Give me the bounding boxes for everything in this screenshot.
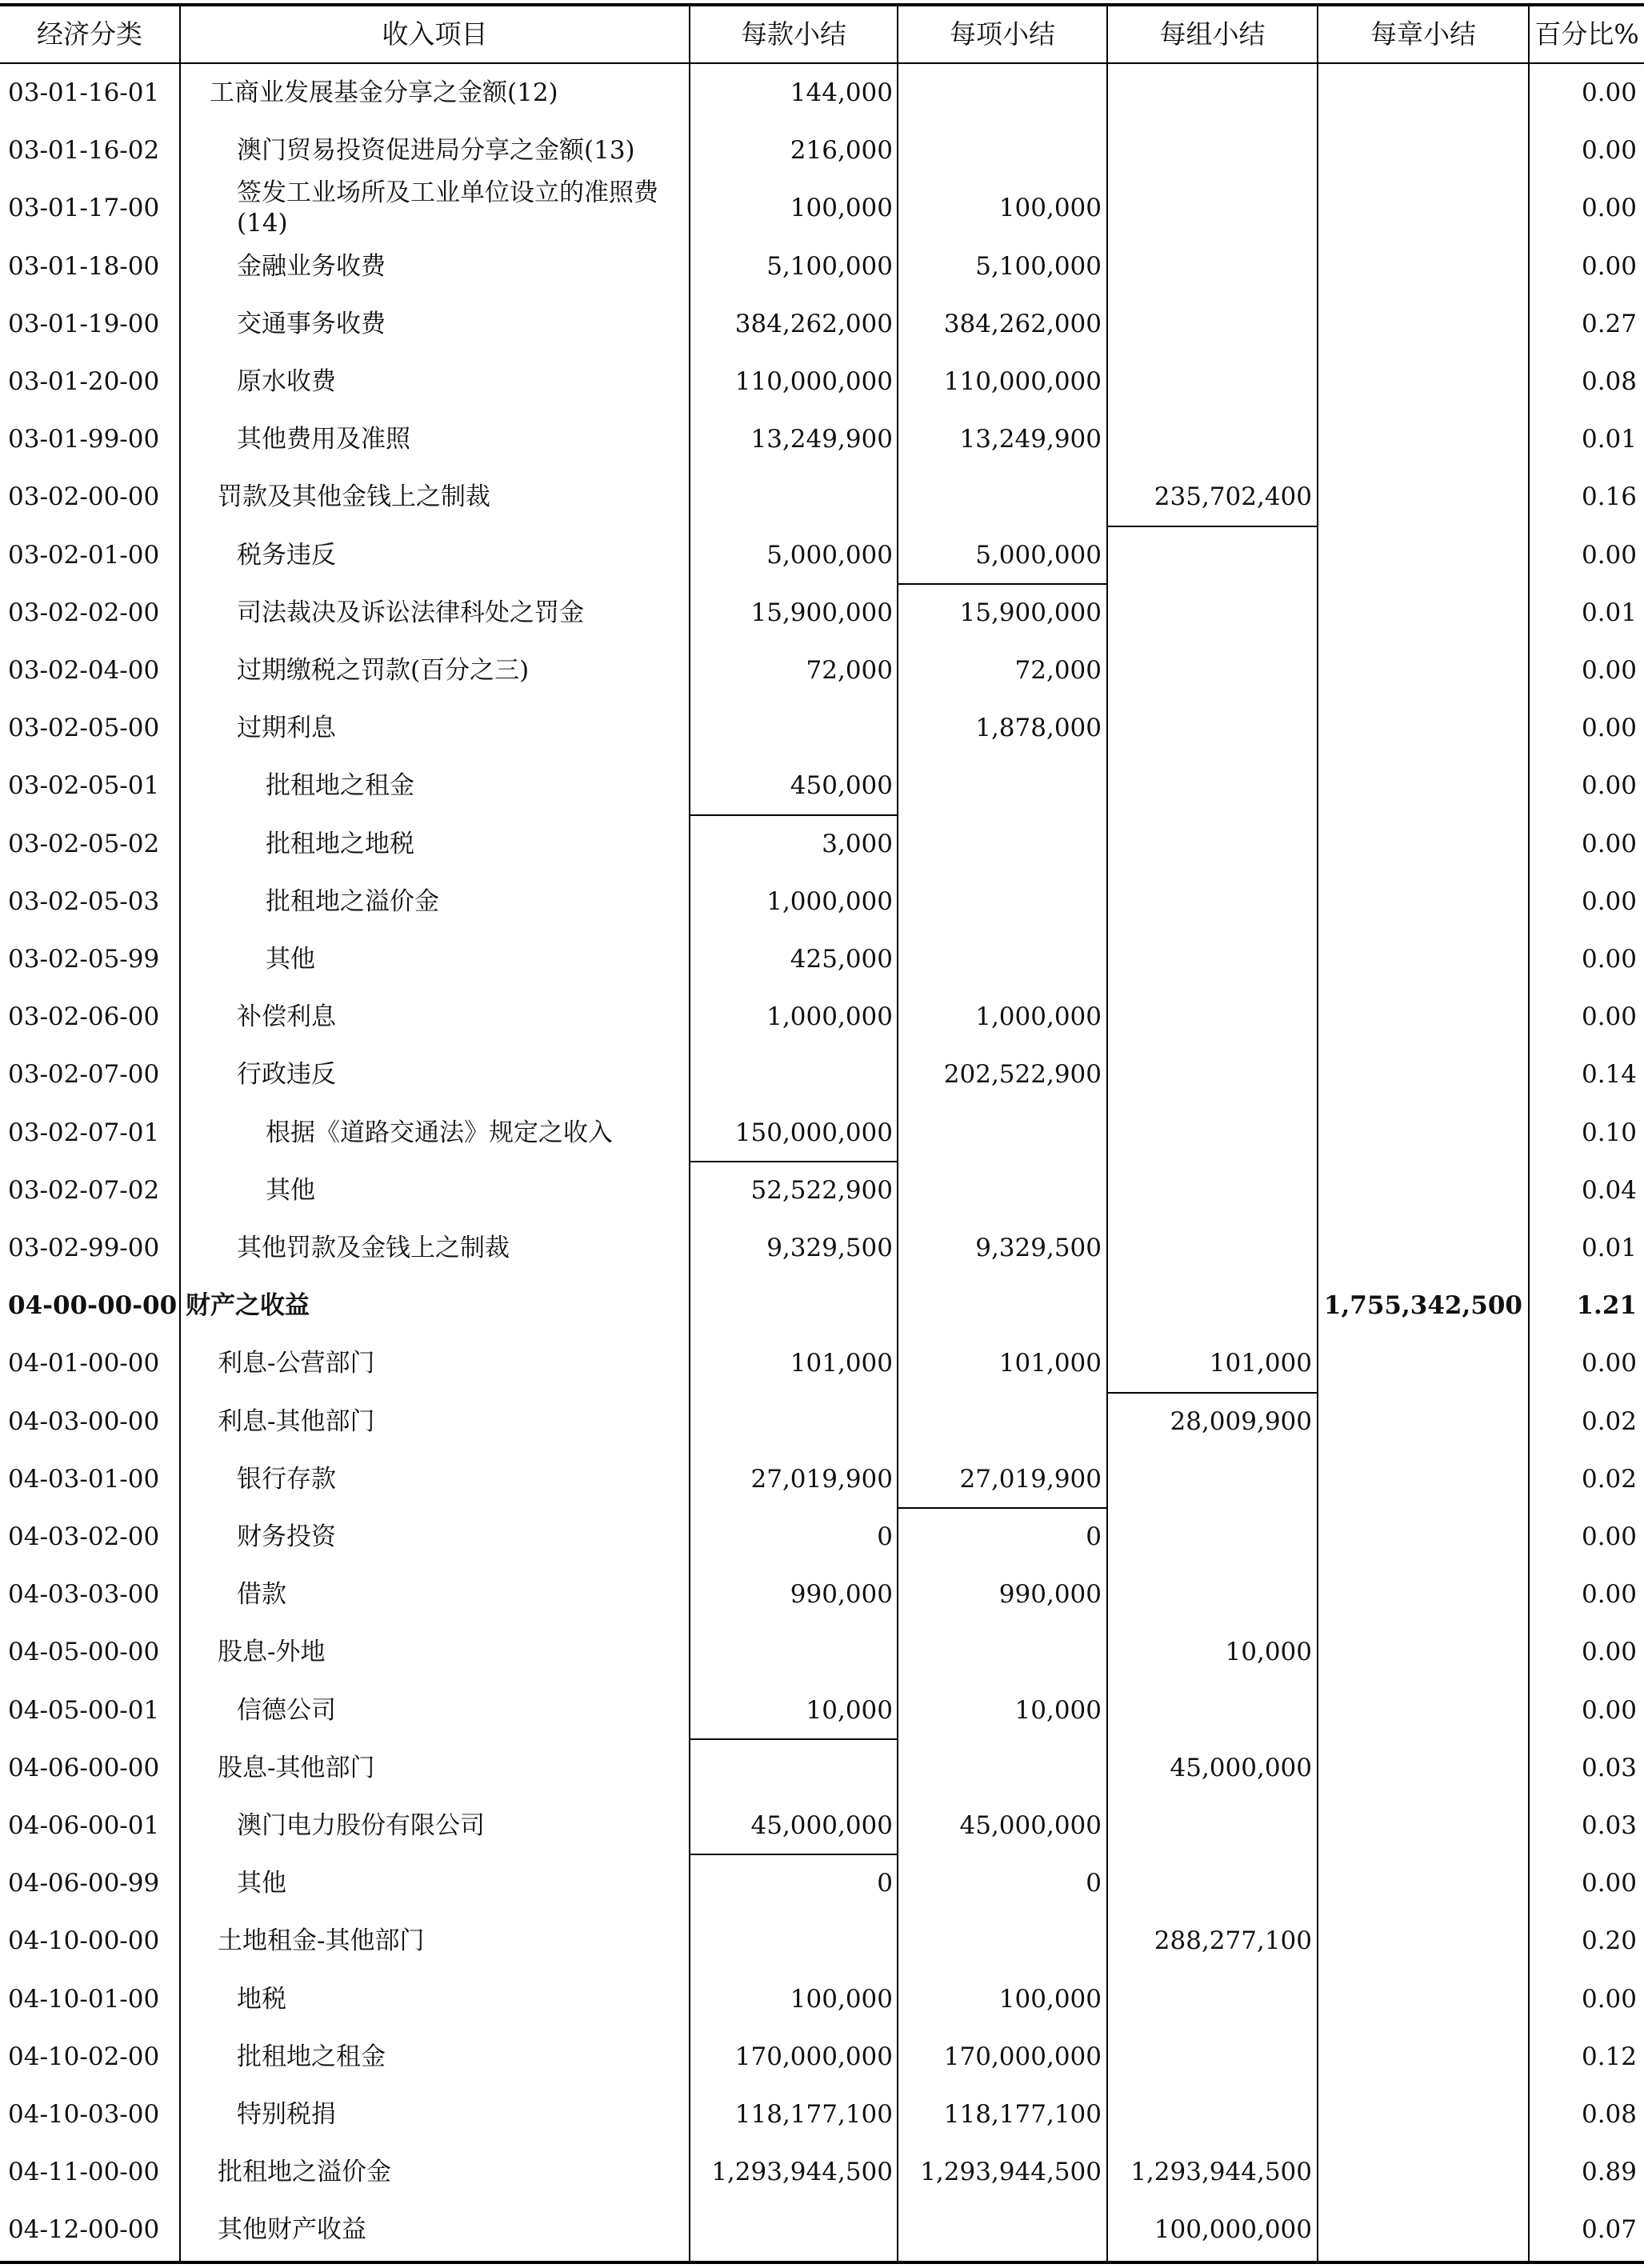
row-code: 03-01-16-01 bbox=[8, 78, 160, 107]
row-pct-value: 0.07 bbox=[1581, 2215, 1637, 2245]
row-kuan-value: 150,000,000 bbox=[734, 1118, 893, 1147]
row-zu-value bbox=[1108, 757, 1312, 814]
row-item: 批租地之溢价金 bbox=[218, 2158, 391, 2187]
row-item: 其他罚款及金钱上之制裁 bbox=[237, 1234, 510, 1262]
row-kuan-value bbox=[690, 468, 893, 526]
row-pct-value: 0.02 bbox=[1581, 1406, 1637, 1436]
header-code: 经济分类 bbox=[37, 18, 142, 50]
row-item: 借款 bbox=[237, 1580, 286, 1610]
row-xiang-value: 170,000,000 bbox=[943, 2042, 1102, 2071]
row-code: 03-01-19-00 bbox=[8, 309, 160, 338]
row-zu-value bbox=[1108, 1854, 1312, 1912]
row-code: 03-02-00-00 bbox=[8, 482, 160, 512]
row-kuan-value: 101,000 bbox=[790, 1349, 893, 1378]
row-item: 地税 bbox=[237, 1984, 286, 2014]
row-kuan-value: 9,329,500 bbox=[766, 1234, 893, 1262]
row-pct-value: 0.20 bbox=[1581, 1926, 1637, 1956]
row-zu-value bbox=[1108, 1566, 1312, 1623]
row-zu-value bbox=[1108, 2028, 1312, 2086]
row-xiang-value: 5,000,000 bbox=[975, 540, 1102, 570]
row-zhang-value bbox=[1318, 353, 1522, 410]
row-pct-value: 0.00 bbox=[1581, 829, 1637, 858]
row-code: 03-02-07-01 bbox=[8, 1118, 160, 1147]
row-zu-value bbox=[1108, 988, 1312, 1046]
row-pct-value: 0.01 bbox=[1581, 598, 1637, 627]
row-code: 04-11-00-00 bbox=[8, 2158, 160, 2187]
row-kuan-value: 0 bbox=[877, 1869, 893, 1898]
row-code: 04-03-01-00 bbox=[8, 1464, 160, 1494]
row-zhang-value bbox=[1318, 468, 1522, 526]
row-pct-value: 0.02 bbox=[1581, 1464, 1637, 1494]
row-zu-value bbox=[1108, 526, 1312, 584]
row-item: 银行存款 bbox=[237, 1464, 336, 1494]
row-zhang-value bbox=[1318, 1970, 1522, 2028]
subtotal-rule bbox=[690, 1161, 897, 1162]
row-pct-value: 0.00 bbox=[1581, 136, 1637, 166]
row-zhang-value bbox=[1318, 526, 1522, 584]
row-pct-value: 0.08 bbox=[1581, 367, 1637, 396]
row-pct-value: 0.00 bbox=[1581, 1522, 1637, 1551]
row-zu-value bbox=[1108, 873, 1312, 930]
row-zhang-value bbox=[1318, 1854, 1522, 1912]
row-item: 其他 bbox=[237, 1869, 286, 1898]
row-zu-value: 28,009,900 bbox=[1170, 1406, 1312, 1436]
subtotal-rule bbox=[1108, 526, 1317, 527]
row-kuan-value bbox=[690, 1277, 893, 1334]
row-pct-value: 0.12 bbox=[1581, 2042, 1637, 2071]
row-zhang-value bbox=[1318, 584, 1522, 642]
header-zu: 每组小结 bbox=[1159, 18, 1266, 50]
row-code: 04-03-02-00 bbox=[8, 1522, 160, 1551]
row-code: 04-06-00-99 bbox=[8, 1869, 160, 1898]
row-zu-value bbox=[1108, 1046, 1312, 1103]
row-pct-value: 0.01 bbox=[1581, 425, 1637, 454]
row-zhang-value bbox=[1318, 1912, 1522, 1970]
row-item: 税务违反 bbox=[237, 540, 336, 570]
row-pct-value: 1.21 bbox=[1576, 1291, 1637, 1321]
row-kuan-value bbox=[690, 1046, 893, 1103]
row-item: 批租地之溢价金 bbox=[266, 886, 439, 916]
row-zu-value bbox=[1108, 179, 1312, 237]
row-item: 金融业务收费 bbox=[237, 251, 386, 281]
row-code: 03-02-06-00 bbox=[8, 1002, 160, 1032]
row-zu-value bbox=[1108, 1797, 1312, 1854]
row-zhang-value bbox=[1318, 2143, 1522, 2201]
row-item: 工商业发展基金分享之金额(12) bbox=[210, 78, 558, 107]
row-kuan-value: 45,000,000 bbox=[750, 1811, 893, 1840]
row-zhang-value: 1,755,342,500 bbox=[1323, 1291, 1522, 1321]
row-zu-value bbox=[1108, 1970, 1312, 2028]
header-item: 收入项目 bbox=[382, 18, 488, 50]
row-xiang-value: 990,000 bbox=[998, 1580, 1102, 1610]
row-code: 04-10-01-00 bbox=[8, 1984, 160, 2014]
row-kuan-value: 216,000 bbox=[790, 136, 893, 166]
row-item: 其他 bbox=[266, 1175, 315, 1205]
row-item: 签发工业场所及工业单位设立的准照费(14) bbox=[237, 178, 658, 238]
row-item: 澳门电力股份有限公司 bbox=[237, 1811, 485, 1840]
row-kuan-value: 1,000,000 bbox=[766, 886, 893, 916]
row-item: 特别税捐 bbox=[237, 2100, 336, 2129]
row-kuan-value: 15,900,000 bbox=[750, 598, 893, 627]
row-xiang-value bbox=[898, 873, 1102, 930]
row-xiang-value bbox=[898, 468, 1102, 526]
row-item: 批租地之租金 bbox=[237, 2042, 386, 2071]
row-kuan-value: 5,100,000 bbox=[766, 251, 893, 281]
row-pct-value: 0.89 bbox=[1581, 2158, 1637, 2187]
row-xiang-value bbox=[898, 1162, 1102, 1219]
row-zhang-value bbox=[1318, 642, 1522, 699]
row-zu-value: 235,702,400 bbox=[1154, 482, 1312, 512]
row-xiang-value: 1,878,000 bbox=[975, 714, 1102, 743]
row-kuan-value: 384,262,000 bbox=[734, 309, 893, 338]
row-zu-value bbox=[1108, 1219, 1312, 1277]
row-zhang-value bbox=[1318, 757, 1522, 814]
row-pct-value: 0.00 bbox=[1581, 1349, 1637, 1378]
row-pct-value: 0.27 bbox=[1581, 309, 1637, 338]
row-item: 财务投资 bbox=[237, 1522, 336, 1551]
row-kuan-value: 72,000 bbox=[806, 656, 893, 685]
header-zhang: 每章小结 bbox=[1370, 18, 1476, 50]
row-zu-value bbox=[1108, 1508, 1312, 1566]
row-code: 03-02-04-00 bbox=[8, 656, 160, 685]
row-item: 行政违反 bbox=[237, 1060, 336, 1090]
row-item: 信德公司 bbox=[237, 1695, 336, 1725]
row-zhang-value bbox=[1318, 699, 1522, 757]
row-kuan-value: 110,000,000 bbox=[734, 367, 893, 396]
row-code: 04-00-00-00 bbox=[8, 1291, 178, 1321]
row-zu-value bbox=[1108, 295, 1312, 353]
row-zhang-value bbox=[1318, 930, 1522, 988]
row-item: 补偿利息 bbox=[237, 1002, 336, 1032]
row-kuan-value: 144,000 bbox=[790, 78, 893, 107]
row-code: 03-01-18-00 bbox=[8, 251, 160, 281]
row-item: 其他费用及准照 bbox=[237, 425, 410, 454]
row-xiang-value: 100,000 bbox=[998, 194, 1102, 223]
row-zhang-value bbox=[1318, 295, 1522, 353]
row-item: 财产之收益 bbox=[186, 1291, 310, 1321]
row-zhang-value bbox=[1318, 1393, 1522, 1450]
row-code: 04-05-00-00 bbox=[8, 1638, 160, 1667]
subtotal-rule bbox=[690, 1738, 897, 1740]
row-code: 04-03-03-00 bbox=[8, 1580, 160, 1610]
row-pct-value: 0.00 bbox=[1581, 945, 1637, 974]
row-kuan-value: 3,000 bbox=[822, 829, 893, 858]
row-zhang-value bbox=[1318, 1682, 1522, 1739]
row-zhang-value bbox=[1318, 1219, 1522, 1277]
row-kuan-value bbox=[690, 1912, 893, 1970]
row-item: 根据《道路交通法》规定之收入 bbox=[266, 1118, 613, 1147]
row-kuan-value bbox=[690, 1739, 893, 1797]
row-code: 03-02-05-03 bbox=[8, 886, 160, 916]
row-kuan-value: 1,000,000 bbox=[766, 1002, 893, 1032]
row-zhang-value bbox=[1318, 1162, 1522, 1219]
row-xiang-value bbox=[898, 1912, 1102, 1970]
row-item: 交通事务收费 bbox=[237, 309, 386, 338]
row-code: 03-02-05-00 bbox=[8, 714, 160, 743]
row-xiang-value: 202,522,900 bbox=[943, 1060, 1102, 1090]
subtotal-rule bbox=[898, 583, 1106, 585]
row-xiang-value: 384,262,000 bbox=[943, 309, 1102, 338]
row-code: 04-05-00-01 bbox=[8, 1695, 160, 1725]
row-zu-value bbox=[1108, 815, 1312, 873]
subtotal-rule bbox=[1108, 1392, 1317, 1394]
row-pct-value: 0.00 bbox=[1581, 1580, 1637, 1610]
row-xiang-value bbox=[898, 122, 1102, 179]
subtotal-rule bbox=[690, 814, 897, 816]
row-item: 其他 bbox=[266, 945, 315, 974]
row-code: 03-01-16-02 bbox=[8, 136, 160, 166]
row-code: 03-02-01-00 bbox=[8, 540, 160, 570]
row-code: 03-01-20-00 bbox=[8, 367, 160, 396]
row-kuan-value bbox=[690, 1393, 893, 1450]
row-zu-value: 10,000 bbox=[1225, 1638, 1312, 1667]
column-divider bbox=[179, 6, 181, 2261]
row-zhang-value bbox=[1318, 64, 1522, 122]
row-code: 04-06-00-01 bbox=[8, 1811, 160, 1840]
row-xiang-value bbox=[898, 1739, 1102, 1797]
row-kuan-value: 27,019,900 bbox=[750, 1464, 893, 1494]
row-pct-value: 0.00 bbox=[1581, 771, 1637, 801]
row-zhang-value bbox=[1318, 122, 1522, 179]
row-zu-value bbox=[1108, 1450, 1312, 1508]
row-zhang-value bbox=[1318, 988, 1522, 1046]
row-code: 04-10-00-00 bbox=[8, 1926, 160, 1956]
row-zu-value bbox=[1108, 930, 1312, 988]
row-xiang-value: 9,329,500 bbox=[975, 1234, 1102, 1262]
row-item: 利息-公营部门 bbox=[218, 1349, 375, 1378]
row-zhang-value bbox=[1318, 238, 1522, 295]
row-zhang-value bbox=[1318, 1566, 1522, 1623]
row-xiang-value: 10,000 bbox=[1014, 1695, 1102, 1725]
row-zu-value: 288,277,100 bbox=[1154, 1926, 1312, 1956]
header-xiang: 每项小结 bbox=[950, 18, 1055, 50]
row-code: 03-02-02-00 bbox=[8, 598, 160, 627]
row-code: 03-02-05-99 bbox=[8, 945, 160, 974]
row-pct-value: 0.00 bbox=[1581, 714, 1637, 743]
row-xiang-value bbox=[898, 815, 1102, 873]
row-item: 股息-外地 bbox=[218, 1638, 326, 1667]
row-pct-value: 0.00 bbox=[1581, 78, 1637, 107]
row-pct-value: 0.04 bbox=[1581, 1175, 1637, 1205]
row-zhang-value bbox=[1318, 2086, 1522, 2143]
row-code: 04-01-00-00 bbox=[8, 1349, 160, 1378]
row-code: 03-02-05-02 bbox=[8, 829, 160, 858]
row-item: 原水收费 bbox=[237, 367, 336, 396]
row-xiang-value bbox=[898, 1277, 1102, 1334]
row-code: 03-02-07-00 bbox=[8, 1060, 160, 1090]
row-item: 过期利息 bbox=[237, 714, 336, 743]
row-kuan-value: 13,249,900 bbox=[750, 425, 893, 454]
row-pct-value: 0.00 bbox=[1581, 1984, 1637, 2014]
row-xiang-value: 100,000 bbox=[998, 1984, 1102, 2014]
row-zhang-value bbox=[1318, 179, 1522, 237]
row-item: 土地租金-其他部门 bbox=[218, 1926, 425, 1956]
row-item: 司法裁决及诉讼法律科处之罚金 bbox=[237, 598, 584, 627]
row-code: 04-12-00-00 bbox=[8, 2215, 160, 2245]
row-kuan-value: 1,293,944,500 bbox=[711, 2158, 893, 2187]
row-xiang-value bbox=[898, 1393, 1102, 1450]
row-code: 03-01-17-00 bbox=[8, 194, 160, 223]
row-xiang-value: 27,019,900 bbox=[959, 1464, 1102, 1494]
row-pct-value: 0.00 bbox=[1581, 1695, 1637, 1725]
row-zu-value bbox=[1108, 699, 1312, 757]
row-zu-value bbox=[1108, 2086, 1312, 2143]
row-pct-value: 0.00 bbox=[1581, 886, 1637, 916]
row-xiang-value: 15,900,000 bbox=[959, 598, 1102, 627]
row-code: 04-10-02-00 bbox=[8, 2042, 160, 2071]
header-pct: 百分比% bbox=[1534, 18, 1639, 50]
row-kuan-value: 10,000 bbox=[806, 1695, 893, 1725]
row-pct-value: 0.08 bbox=[1581, 2100, 1637, 2129]
subtotal-rule bbox=[690, 1854, 897, 1855]
row-pct-value: 0.00 bbox=[1581, 1002, 1637, 1032]
row-item: 过期缴税之罚款(百分之三) bbox=[237, 656, 530, 685]
row-xiang-value: 1,293,944,500 bbox=[920, 2158, 1102, 2187]
row-code: 03-02-07-02 bbox=[8, 1175, 160, 1205]
row-zu-value bbox=[1108, 584, 1312, 642]
row-kuan-value: 170,000,000 bbox=[734, 2042, 893, 2071]
row-zu-value bbox=[1108, 1277, 1312, 1334]
row-kuan-value: 990,000 bbox=[790, 1580, 893, 1610]
row-kuan-value: 100,000 bbox=[790, 194, 893, 223]
row-item: 批租地之地税 bbox=[266, 829, 414, 858]
row-code: 03-02-05-01 bbox=[8, 771, 160, 801]
row-zhang-value bbox=[1318, 1797, 1522, 1854]
row-zhang-value bbox=[1318, 1508, 1522, 1566]
row-zhang-value bbox=[1318, 1450, 1522, 1508]
row-kuan-value bbox=[690, 699, 893, 757]
row-pct-value: 0.01 bbox=[1581, 1234, 1637, 1262]
row-pct-value: 0.00 bbox=[1581, 656, 1637, 685]
row-pct-value: 0.03 bbox=[1581, 1753, 1637, 1782]
row-xiang-value: 1,000,000 bbox=[975, 1002, 1102, 1032]
row-zhang-value bbox=[1318, 873, 1522, 930]
row-xiang-value: 72,000 bbox=[1014, 656, 1102, 685]
row-xiang-value bbox=[898, 2201, 1102, 2258]
row-pct-value: 0.00 bbox=[1581, 1638, 1637, 1667]
row-pct-value: 0.16 bbox=[1581, 482, 1637, 512]
row-zhang-value bbox=[1318, 2201, 1522, 2258]
row-zu-value bbox=[1108, 642, 1312, 699]
row-code: 04-10-03-00 bbox=[8, 2100, 160, 2129]
row-code: 03-02-99-00 bbox=[8, 1234, 160, 1262]
row-kuan-value: 5,000,000 bbox=[766, 540, 893, 570]
row-item: 罚款及其他金钱上之制裁 bbox=[218, 482, 490, 512]
row-xiang-value bbox=[898, 1623, 1102, 1681]
row-xiang-value bbox=[898, 757, 1102, 814]
subtotal-rule bbox=[898, 1507, 1106, 1509]
row-zhang-value bbox=[1318, 1046, 1522, 1103]
row-zu-value: 45,000,000 bbox=[1170, 1753, 1312, 1782]
row-code: 04-06-00-00 bbox=[8, 1753, 160, 1782]
row-kuan-value: 425,000 bbox=[790, 945, 893, 974]
row-code: 04-03-00-00 bbox=[8, 1406, 160, 1436]
row-kuan-value: 52,522,900 bbox=[750, 1175, 893, 1205]
row-code: 03-01-99-00 bbox=[8, 425, 160, 454]
row-zhang-value bbox=[1318, 1739, 1522, 1797]
row-xiang-value: 45,000,000 bbox=[959, 1811, 1102, 1840]
row-pct-value: 0.00 bbox=[1581, 1869, 1637, 1898]
header-kuan: 每款小结 bbox=[741, 18, 846, 50]
row-zu-value bbox=[1108, 64, 1312, 122]
row-pct-value: 0.14 bbox=[1581, 1060, 1637, 1090]
row-xiang-value: 101,000 bbox=[998, 1349, 1102, 1378]
row-pct-value: 0.03 bbox=[1581, 1811, 1637, 1840]
row-zhang-value bbox=[1318, 815, 1522, 873]
row-xiang-value: 0 bbox=[1086, 1522, 1102, 1551]
row-zu-value bbox=[1108, 238, 1312, 295]
row-kuan-value: 450,000 bbox=[790, 771, 893, 801]
row-kuan-value bbox=[690, 1623, 893, 1681]
row-item: 股息-其他部门 bbox=[218, 1753, 375, 1782]
row-kuan-value: 118,177,100 bbox=[734, 2100, 893, 2129]
row-zu-value: 100,000,000 bbox=[1154, 2215, 1312, 2245]
row-zu-value bbox=[1108, 353, 1312, 410]
row-zu-value bbox=[1108, 122, 1312, 179]
row-pct-value: 0.00 bbox=[1581, 194, 1637, 223]
row-item: 批租地之租金 bbox=[266, 771, 414, 801]
row-zhang-value bbox=[1318, 1334, 1522, 1392]
row-item: 其他财产收益 bbox=[218, 2215, 366, 2245]
row-zhang-value bbox=[1318, 410, 1522, 468]
row-zhang-value bbox=[1318, 2028, 1522, 2086]
row-xiang-value: 5,100,000 bbox=[975, 251, 1102, 281]
row-xiang-value: 110,000,000 bbox=[943, 367, 1102, 396]
row-item: 澳门贸易投资促进局分享之金额(13) bbox=[237, 136, 635, 166]
row-pct-value: 0.00 bbox=[1581, 251, 1637, 281]
row-xiang-value: 118,177,100 bbox=[943, 2100, 1102, 2129]
row-kuan-value: 0 bbox=[877, 1522, 893, 1551]
row-xiang-value: 0 bbox=[1086, 1869, 1102, 1898]
row-xiang-value bbox=[898, 1104, 1102, 1162]
row-xiang-value bbox=[898, 64, 1102, 122]
row-pct-value: 0.10 bbox=[1581, 1118, 1637, 1147]
row-item: 利息-其他部门 bbox=[218, 1406, 375, 1436]
row-zu-value bbox=[1108, 410, 1312, 468]
row-zu-value: 101,000 bbox=[1209, 1349, 1312, 1378]
row-kuan-value: 100,000 bbox=[790, 1984, 893, 2014]
row-xiang-value: 13,249,900 bbox=[959, 425, 1102, 454]
row-zhang-value bbox=[1318, 1104, 1522, 1162]
row-zu-value: 1,293,944,500 bbox=[1130, 2158, 1312, 2187]
row-zu-value bbox=[1108, 1162, 1312, 1219]
row-kuan-value bbox=[690, 2201, 893, 2258]
row-pct-value: 0.00 bbox=[1581, 540, 1637, 570]
row-zu-value bbox=[1108, 1682, 1312, 1739]
row-zu-value bbox=[1108, 1104, 1312, 1162]
row-zhang-value bbox=[1318, 1623, 1522, 1681]
row-xiang-value bbox=[898, 930, 1102, 988]
